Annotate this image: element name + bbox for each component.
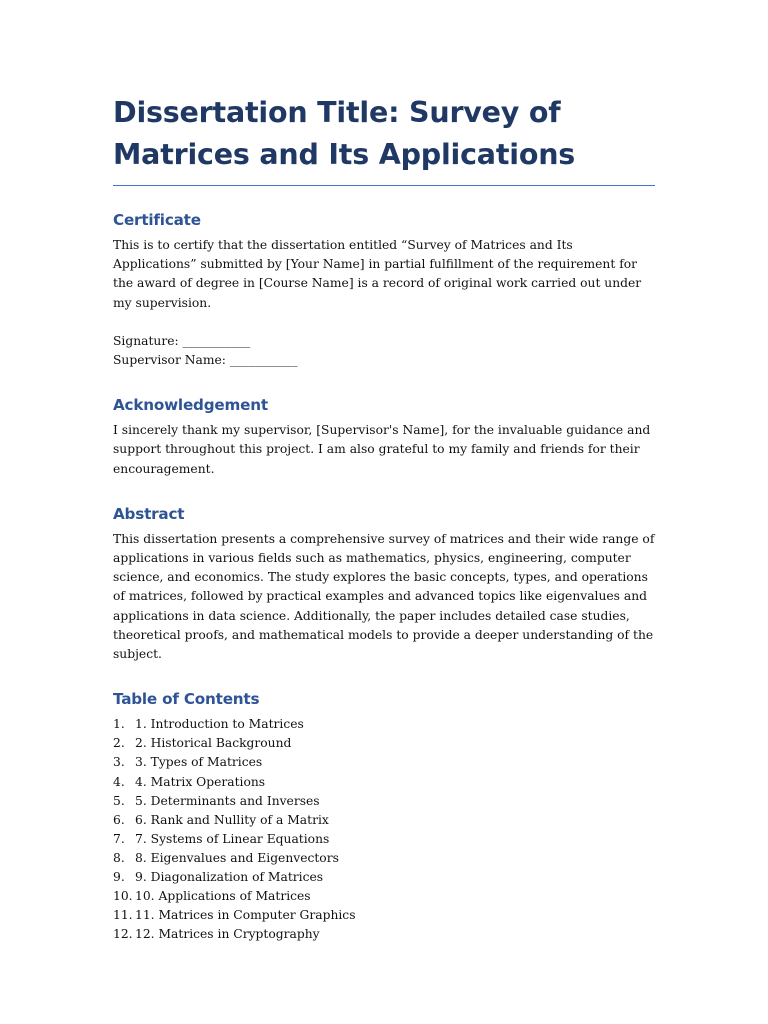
signature-block (113, 332, 655, 370)
toc-item (113, 715, 655, 734)
toc-item (113, 830, 655, 849)
document-page (113, 92, 655, 944)
toc-item (113, 887, 655, 906)
toc-item-number: 5. (113, 793, 125, 808)
toc-item-number: 3. (113, 755, 125, 770)
signature-line: Signature: ___________ (113, 333, 251, 348)
toc-item (113, 925, 655, 944)
toc-item-label: 5. Determinants and Inverses (135, 793, 320, 808)
toc-item-number: 7. (113, 831, 125, 846)
toc-item (113, 868, 655, 887)
toc-item-label: 8. Eigenvalues and Eigenvectors (135, 850, 339, 865)
toc-item-label: 6. Rank and Nullity of a Matrix (135, 812, 329, 827)
toc-item-number: 9. (113, 870, 125, 884)
document-title: Dissertation Title: Survey of Matrices and Its Applications (113, 92, 655, 186)
toc-item-number: 2. (113, 736, 125, 751)
toc-item-number: 10. (113, 889, 133, 904)
toc-item (113, 753, 655, 772)
certificate-heading: Certificate (113, 211, 201, 229)
toc-item-label: 10. Applications of Matrices (135, 889, 311, 904)
toc-item (113, 906, 655, 925)
certificate-body: This is to certify that the dissertation entitled “Survey of Matrices and Its Applications” submitted by [Your Name] in partial fulfillment of the requirement for the award of degree in [Course Name] is a record of original work carried out under my supervision. (113, 238, 642, 310)
toc-item-label: 7. Systems of Linear Equations (135, 831, 330, 846)
toc-item-label: 11. Matrices in Computer Graphics (135, 908, 356, 923)
toc-item (113, 792, 655, 811)
toc-item-number: 11. (113, 908, 133, 923)
toc-item-label: 4. Matrix Operations (135, 774, 266, 789)
acknowledgement-heading: Acknowledgement (113, 396, 268, 415)
acknowledgement-section (113, 395, 655, 479)
acknowledgement-body: I sincerely thank my supervisor, [Supervisor's Name], for the invaluable guidance and support throughout this project. I am also grateful to my family and friends for their encouragement. (113, 423, 651, 476)
toc-item-label: 9. Diagonalization of Matrices (135, 870, 324, 884)
abstract-body: This dissertation presents a comprehensive survey of matrices and their wide range of applications in various fields such as mathematics, physics, engineering, computer science, and economics. The study explores the basic concepts, types, and operations of matrices, followed by practical examples and advanced topics like eigenvalues and applications in data science. Additionally, the paper includes detailed case studies, theoretical proofs, and mathematical models to provide a deeper understanding of the subject. (113, 531, 655, 662)
toc-item (113, 734, 655, 753)
toc-item-number: 4. (113, 774, 125, 789)
toc-heading: Table of Contents (113, 690, 260, 709)
toc-item-number: 8. (113, 850, 125, 865)
certificate-section (113, 210, 655, 370)
toc-item-number: 12. (113, 927, 133, 942)
supervisor-name-line: Supervisor Name: ___________ (113, 353, 298, 368)
toc-section (113, 689, 655, 944)
toc-item-label: 12. Matrices in Cryptography (135, 927, 320, 942)
abstract-heading: Abstract (113, 504, 185, 523)
toc-item (113, 811, 655, 830)
toc-item-number: 6. (113, 812, 125, 827)
toc-item (113, 773, 655, 792)
toc-item (113, 849, 655, 868)
toc-list (113, 715, 655, 944)
abstract-section (113, 504, 655, 664)
toc-item-label: 2. Historical Background (135, 736, 292, 751)
toc-item-label: 3. Types of Matrices (135, 755, 263, 770)
toc-item-label: 1. Introduction to Matrices (135, 717, 304, 732)
toc-item-number: 1. (113, 717, 125, 732)
